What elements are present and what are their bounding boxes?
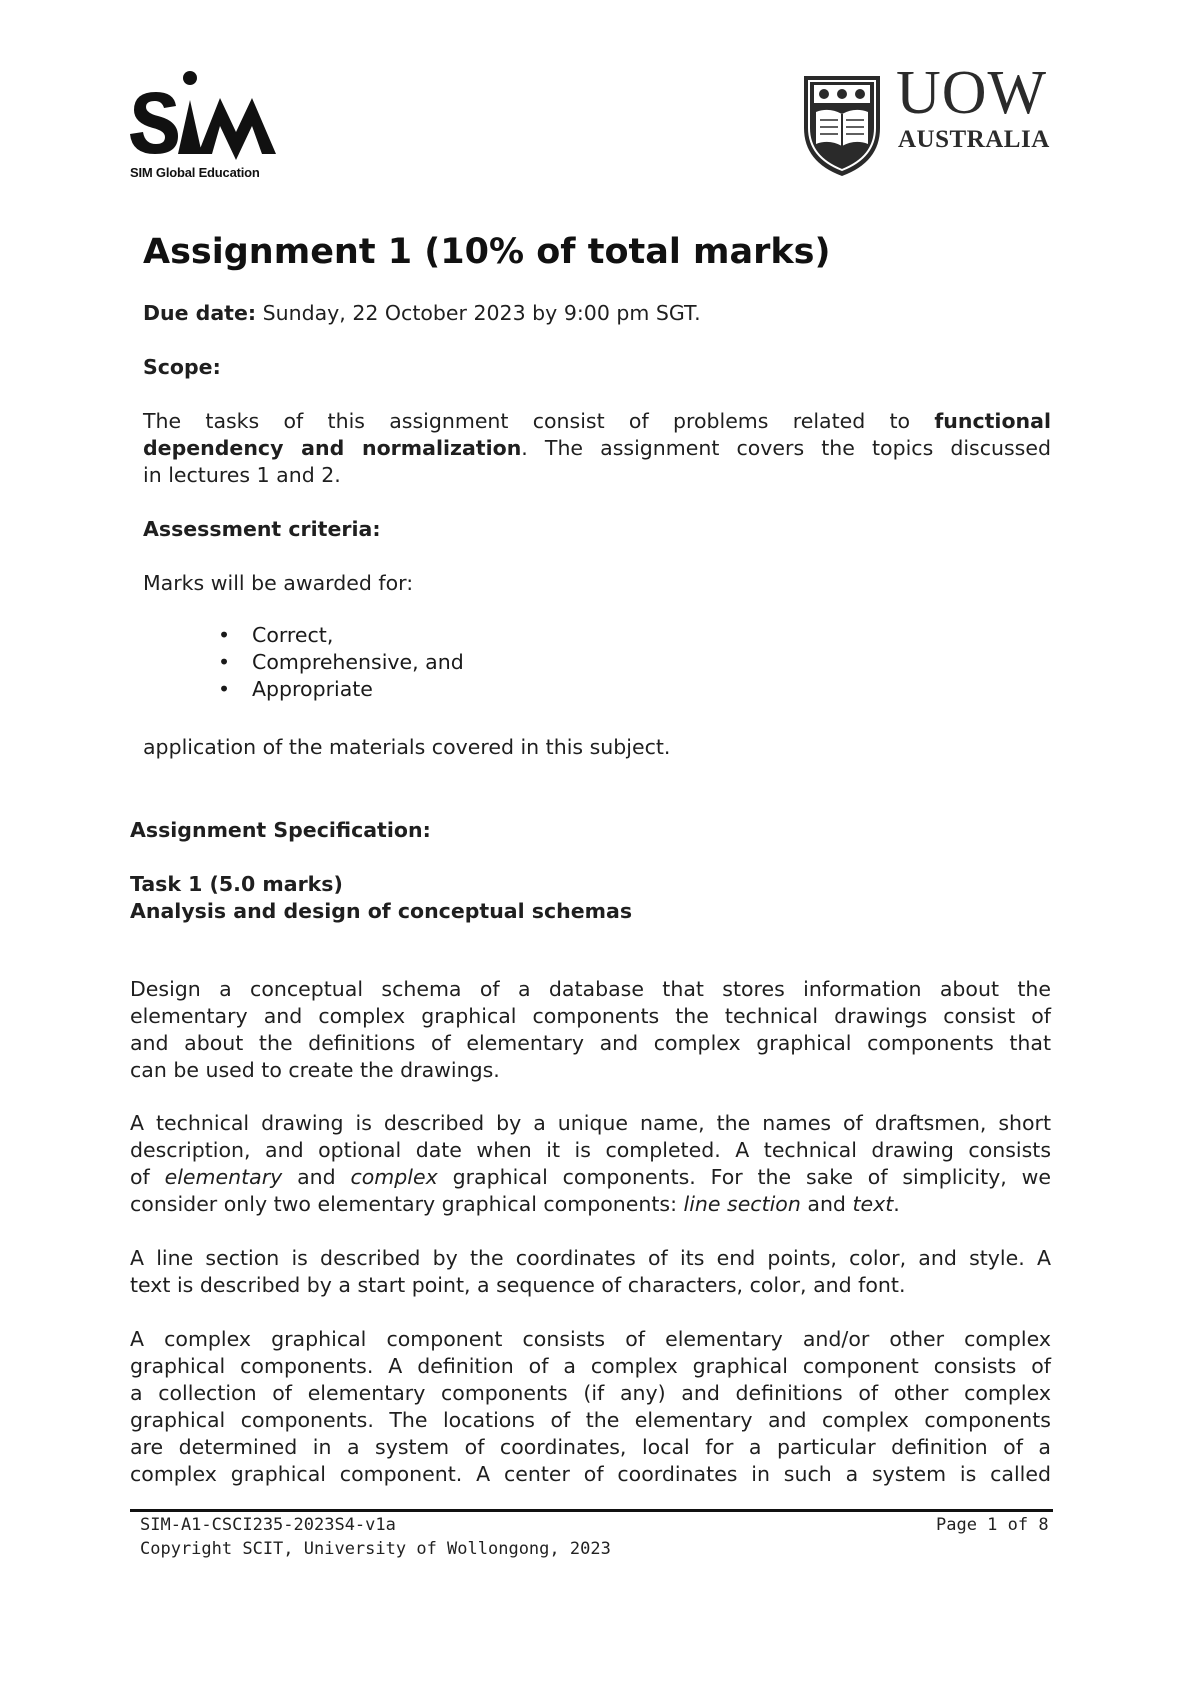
uow-subtitle: AUSTRALIA — [898, 126, 1050, 153]
para-line: graphical components. The locations of the elementary and complex components — [130, 1408, 1051, 1432]
list-item: • Appropriate — [218, 676, 464, 703]
scope-text: . The assignment covers the topics discussed — [521, 436, 1051, 460]
para-line: A complex graphical component consists of elementary and/or other complex — [130, 1327, 1051, 1351]
due-date-label: Due date: — [143, 301, 257, 325]
footer-copyright: Copyright SCIT, University of Wollongong, 2023 — [140, 1539, 611, 1559]
para-line: description, and optional date when it is completed. A technical drawing consists — [130, 1138, 1051, 1162]
para-line: elementary and complex graphical components the technical drawings consist of — [130, 1004, 1051, 1028]
para-design — [130, 976, 1051, 1084]
text-run-italic: line section — [683, 1192, 801, 1216]
para-line: A line section is described by the coordinates of its end points, color, and style. A — [130, 1246, 1051, 1270]
criteria-outro: application of the materials covered in this subject. — [143, 735, 671, 759]
list-item: • Correct, — [218, 622, 464, 649]
para-line: complex graphical component. A center of coordinates in such a system is called — [130, 1462, 1051, 1486]
para-line: are determined in a system of coordinates, local for a particular definition of a — [130, 1435, 1051, 1459]
text-run: and — [800, 1192, 853, 1216]
text-run: and — [282, 1165, 351, 1189]
scope-emph: dependency and normalization — [143, 436, 522, 460]
list-item: • Comprehensive, and — [218, 649, 464, 676]
page-title: Assignment 1 (10% of total marks) — [143, 232, 831, 272]
scope-line-1 — [143, 408, 1051, 435]
para-line-section — [130, 1245, 1051, 1299]
para-drawing — [130, 1110, 1051, 1218]
text-run: . — [893, 1192, 900, 1216]
scope-heading: Scope: — [143, 355, 221, 379]
para-line: Design a conceptual schema of a database that stores information about the — [130, 977, 1051, 1001]
text-run: of — [130, 1165, 165, 1189]
task-subtitle: Analysis and design of conceptual schemas — [130, 899, 633, 923]
text-run-italic: complex — [350, 1165, 438, 1189]
para-line — [130, 1164, 1051, 1191]
sim-caption: SIM Global Education — [130, 165, 260, 180]
text-run: consider only two elementary graphical components: — [130, 1192, 684, 1216]
scope-line-2 — [143, 435, 1051, 462]
para-line: A technical drawing is described by a unique name, the names of draftsmen, short — [130, 1111, 1051, 1135]
footer-page-number: Page 1 of 8 — [936, 1515, 1049, 1535]
text-run: graphical components. For the sake of simplicity, we — [437, 1165, 1051, 1189]
footer-rule — [130, 1509, 1053, 1512]
text-run-italic: elementary — [164, 1165, 283, 1189]
task-title: Task 1 (5.0 marks) — [130, 872, 343, 896]
criteria-list — [218, 622, 464, 703]
para-line — [130, 1191, 1051, 1218]
due-date-value: Sunday, 22 October 2023 by 9:00 pm SGT. — [256, 301, 701, 325]
para-complex — [130, 1326, 1051, 1488]
spec-heading: Assignment Specification: — [130, 818, 431, 842]
text-run-italic: text — [852, 1192, 894, 1216]
criteria-heading: Assessment criteria: — [143, 517, 381, 541]
para-line: graphical components. A definition of a complex graphical component consists of — [130, 1354, 1051, 1378]
due-date — [143, 300, 701, 327]
uow-wordmark: UOW — [896, 59, 1048, 127]
scope-text: The tasks of this assignment consist of problems related to — [143, 409, 935, 433]
scope-emph: functional — [934, 409, 1051, 433]
para-line: can be used to create the drawings. — [130, 1058, 500, 1082]
footer-doc-id: SIM-A1-CSCI235-2023S4-v1a — [140, 1515, 396, 1535]
para-line: text is described by a start point, a sequence of characters, color, and font. — [130, 1273, 906, 1297]
criteria-intro: Marks will be awarded for: — [143, 571, 414, 595]
uow-crest-icon — [800, 72, 884, 178]
para-line: and about the definitions of elementary and complex graphical components that — [130, 1031, 1051, 1055]
para-line: a collection of elementary components (if any) and definitions of other complex — [130, 1381, 1051, 1405]
scope-paragraph — [143, 408, 1051, 489]
scope-line-3: in lectures 1 and 2. — [143, 463, 341, 487]
